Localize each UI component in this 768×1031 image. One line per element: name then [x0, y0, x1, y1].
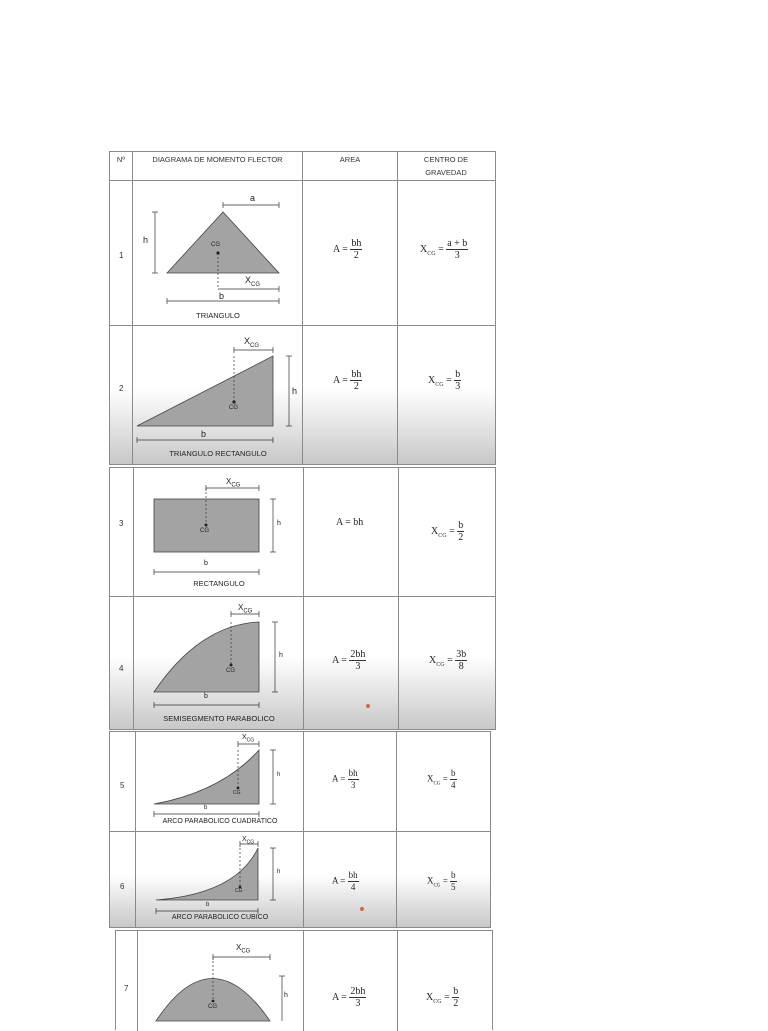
header-num-cell: [110, 152, 133, 181]
header-area-cell: [303, 152, 398, 181]
table-block-c: [109, 731, 491, 928]
cubic-parabolic-arc-diagram: [136, 832, 304, 927]
dim-b: b: [201, 429, 207, 439]
row4-number: 4: [119, 664, 124, 673]
row3-area-cell: [304, 468, 399, 597]
dim-h: h: [277, 869, 281, 875]
row5-num-cell: [110, 732, 136, 832]
row3-shape-name: RECTANGULO: [193, 579, 245, 588]
dim-b: b: [204, 693, 208, 700]
dim-xcg: $X_{CG}$: [238, 603, 253, 615]
row4-area-cell: [304, 597, 399, 729]
row4-cg-formula: $X_{CG}$ = $\frac{3b}{8}$: [429, 649, 467, 672]
dim-xcg: $X_{CG}$: [226, 477, 241, 489]
dim-h: h: [277, 520, 281, 527]
row3-cg-formula: $X_{CG}$ = $\frac{b}{2}$: [431, 520, 464, 543]
row6-area-formula: A = $\frac{bh}{4}$: [332, 870, 358, 892]
row5-area-cell: [304, 732, 397, 832]
header-centroid-cell: [398, 152, 495, 181]
row7-cg-cell: [398, 931, 492, 1031]
row2-cg-cell: [398, 326, 495, 464]
row2-area-cell: [303, 326, 398, 464]
header-diagram-cell: [133, 152, 303, 181]
row7-area-cell: [304, 931, 398, 1031]
table-block-b: [109, 467, 496, 730]
cg-label: CG: [235, 888, 243, 894]
dim-xcg: $X_{CG}$: [242, 836, 255, 846]
row1-area-formula: A = $\frac{bh}{2}$: [333, 238, 362, 261]
cg-label: CG: [208, 1004, 217, 1010]
cg-label: CG: [211, 242, 220, 248]
rectangle-diagram: [134, 468, 304, 597]
row1-cg-cell: [398, 181, 495, 326]
row6-shape-name: ARCO PARABOLICO CUBICO: [171, 914, 269, 921]
row7-num-cell: [116, 931, 138, 1031]
row5-shape-name: ARCO PARABOLICO CUADRATICO: [162, 818, 278, 825]
dim-b: b: [204, 560, 208, 567]
dim-xcg: $X_{CG}$: [244, 336, 260, 349]
row1-cg-formula: $X_{CG}$ = $\frac{a + b}{3}$: [420, 238, 468, 261]
row2-area-formula: A = $\frac{bh}{2}$: [333, 369, 362, 392]
row7-area-formula: A = $\frac{2bh}{3}$: [332, 986, 366, 1009]
cg-label: CG: [229, 405, 238, 411]
row6-number: 6: [120, 882, 125, 891]
dim-b: b: [204, 805, 208, 811]
row1-number: 1: [119, 251, 124, 260]
header-centroid-line1: CENTRO DE: [423, 155, 469, 164]
accent-dot: [366, 704, 370, 708]
table-block-a: [109, 151, 496, 465]
row7-diagram-cell: [138, 931, 304, 1031]
row2-diagram-cell: [133, 326, 303, 464]
row1-diagram-cell: [133, 181, 303, 326]
cg-label: CG: [200, 528, 209, 534]
dim-h: h: [143, 235, 149, 245]
dim-h: h: [279, 652, 283, 659]
table-block-d: [115, 930, 493, 1030]
row4-cg-cell: [399, 597, 495, 729]
row2-num-cell: [110, 326, 133, 464]
semisegment-parabolic-diagram: [134, 597, 304, 729]
row4-shape-name: SEMISEGMENTO PARABOLICO: [163, 714, 275, 723]
cg-label: CG: [226, 668, 235, 674]
dim-a: a: [250, 193, 256, 203]
dim-h: h: [292, 386, 298, 396]
row3-num-cell: [110, 468, 134, 597]
row4-area-formula: A = $\frac{2bh}{3}$: [332, 649, 366, 672]
row3-cg-cell: [399, 468, 495, 597]
row4-diagram-cell: [134, 597, 304, 729]
dim-xcg: $X_{CG}$: [242, 734, 255, 744]
header-diagram: DIAGRAMA DE MOMENTO FLECTOR: [152, 155, 283, 164]
row6-diagram-cell: [136, 832, 304, 927]
dim-b: b: [219, 291, 225, 301]
header-num: Nº: [116, 155, 126, 164]
accent-dot: [360, 907, 364, 911]
header-centroid-line2: GRAVEDAD: [425, 168, 467, 177]
row5-number: 5: [120, 781, 125, 790]
dim-b: b: [206, 902, 210, 908]
row6-area-cell: [304, 832, 397, 927]
row4-num-cell: [110, 597, 134, 729]
row5-diagram-cell: [136, 732, 304, 832]
row2-shape-name: TRIANGULO RECTANGULO: [169, 449, 267, 458]
header-area: AREA: [339, 155, 361, 164]
row3-area-formula: A = bh: [336, 517, 364, 528]
triangle-diagram: [133, 181, 303, 326]
quadratic-parabolic-arc-diagram: [136, 732, 304, 832]
row1-shape-name: TRIANGULO: [196, 311, 240, 320]
dim-xcg: $X_{CG}$: [236, 943, 251, 955]
row2-number: 2: [119, 384, 124, 393]
parabolic-segment-diagram: [138, 931, 304, 1031]
row6-num-cell: [110, 832, 136, 927]
row5-cg-formula: $X_{CG}$ = $\frac{b}{4}$: [427, 768, 456, 790]
cg-label: CG: [233, 790, 241, 796]
row5-cg-cell: [397, 732, 490, 832]
row7-cg-formula: $X_{CG}$ = $\frac{b}{2}$: [426, 986, 459, 1009]
row5-area-formula: A = $\frac{bh}{3}$: [332, 768, 358, 790]
dim-xcg: $X_{CG}$: [245, 275, 261, 288]
row7-number: 7: [124, 984, 129, 993]
dim-h: h: [277, 772, 281, 778]
row1-num-cell: [110, 181, 133, 326]
dim-h: h: [284, 992, 288, 999]
row2-cg-formula: $X_{CG}$ = $\frac{b}{3}$: [428, 369, 461, 392]
right-triangle-diagram: [133, 326, 303, 464]
row1-area-cell: [303, 181, 398, 326]
row6-cg-cell: [397, 832, 490, 927]
row6-cg-formula: $X_{CG}$ = $\frac{b}{5}$: [427, 870, 456, 892]
row3-diagram-cell: [134, 468, 304, 597]
row3-number: 3: [119, 519, 124, 528]
